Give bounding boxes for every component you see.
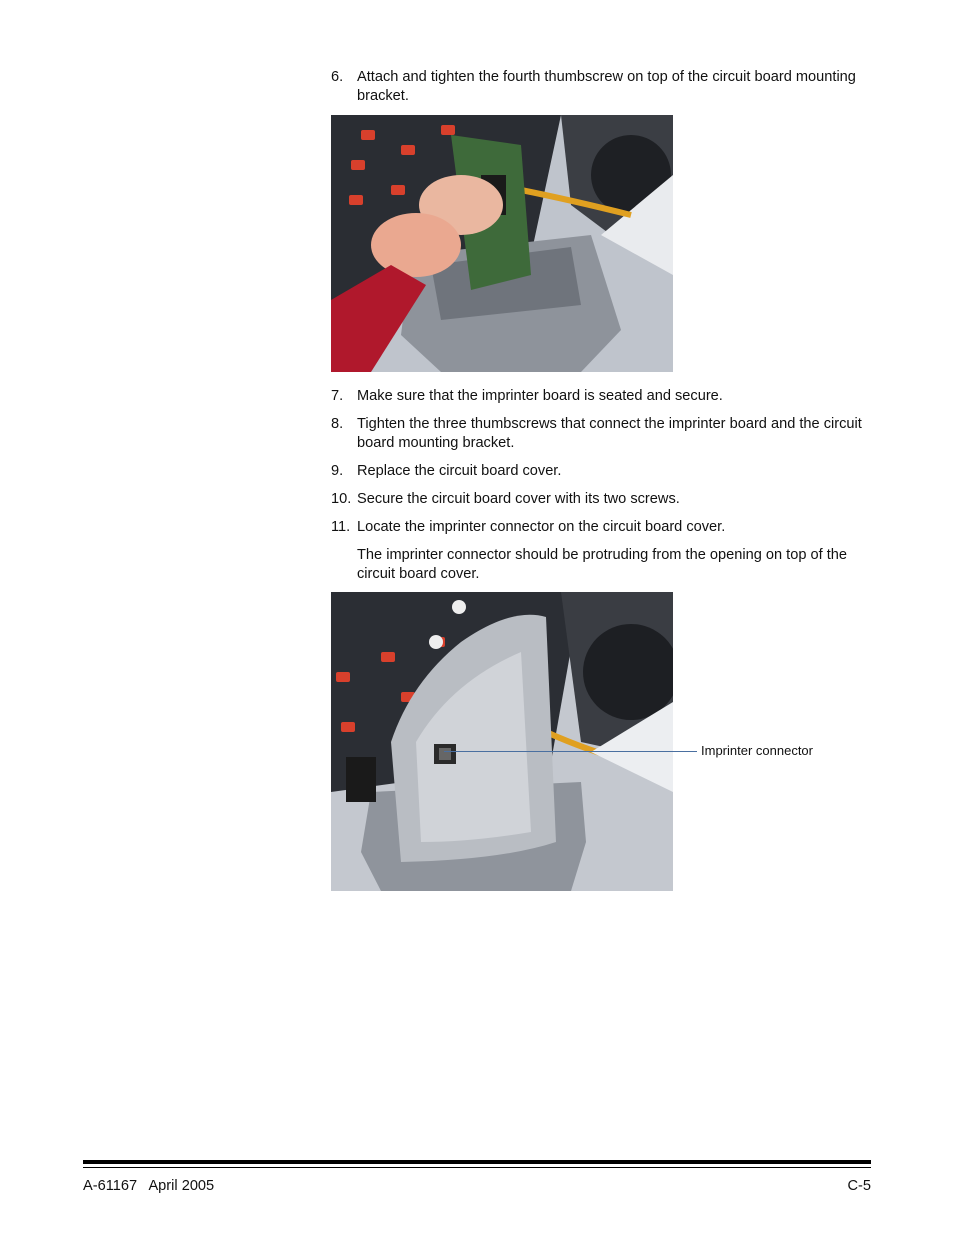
step-number: 8. <box>331 416 344 432</box>
step-text: Make sure that the imprinter board is seated and secure. <box>357 388 723 404</box>
step-text: Secure the circuit board cover with its two screws. <box>357 491 680 507</box>
footer-rule-thin <box>83 1167 871 1168</box>
step-number: 9. <box>331 463 344 479</box>
footer-page-number: C-5 <box>847 1178 871 1194</box>
step-text: Tighten the three thumbscrews that connect the imprinter board and the circuit board mounting bracket. <box>357 416 862 451</box>
step-number: 6. <box>331 69 344 85</box>
footer-doc-id: A-61167 April 2005 <box>83 1178 215 1194</box>
callout-imprinter-connector: Imprinter connector <box>701 743 813 758</box>
photo-thumbscrew-install <box>331 115 673 372</box>
note-paragraph: The imprinter connector should be protruding from the opening on top of the circuit board cover. <box>357 547 848 582</box>
photo-imprinter-connector <box>331 592 673 891</box>
step-number: 11. <box>331 519 351 535</box>
step-text: Replace the circuit board cover. <box>357 463 562 479</box>
footer-rule <box>83 1160 871 1164</box>
step-text: Locate the imprinter connector on the circuit board cover. <box>357 519 726 535</box>
callout-leader-line <box>444 751 697 752</box>
step-text: Attach and tighten the fourth thumbscrew on top of the circuit board mounting bracket. <box>357 69 856 104</box>
step-number: 10. <box>331 491 352 507</box>
step-number: 7. <box>331 388 344 404</box>
